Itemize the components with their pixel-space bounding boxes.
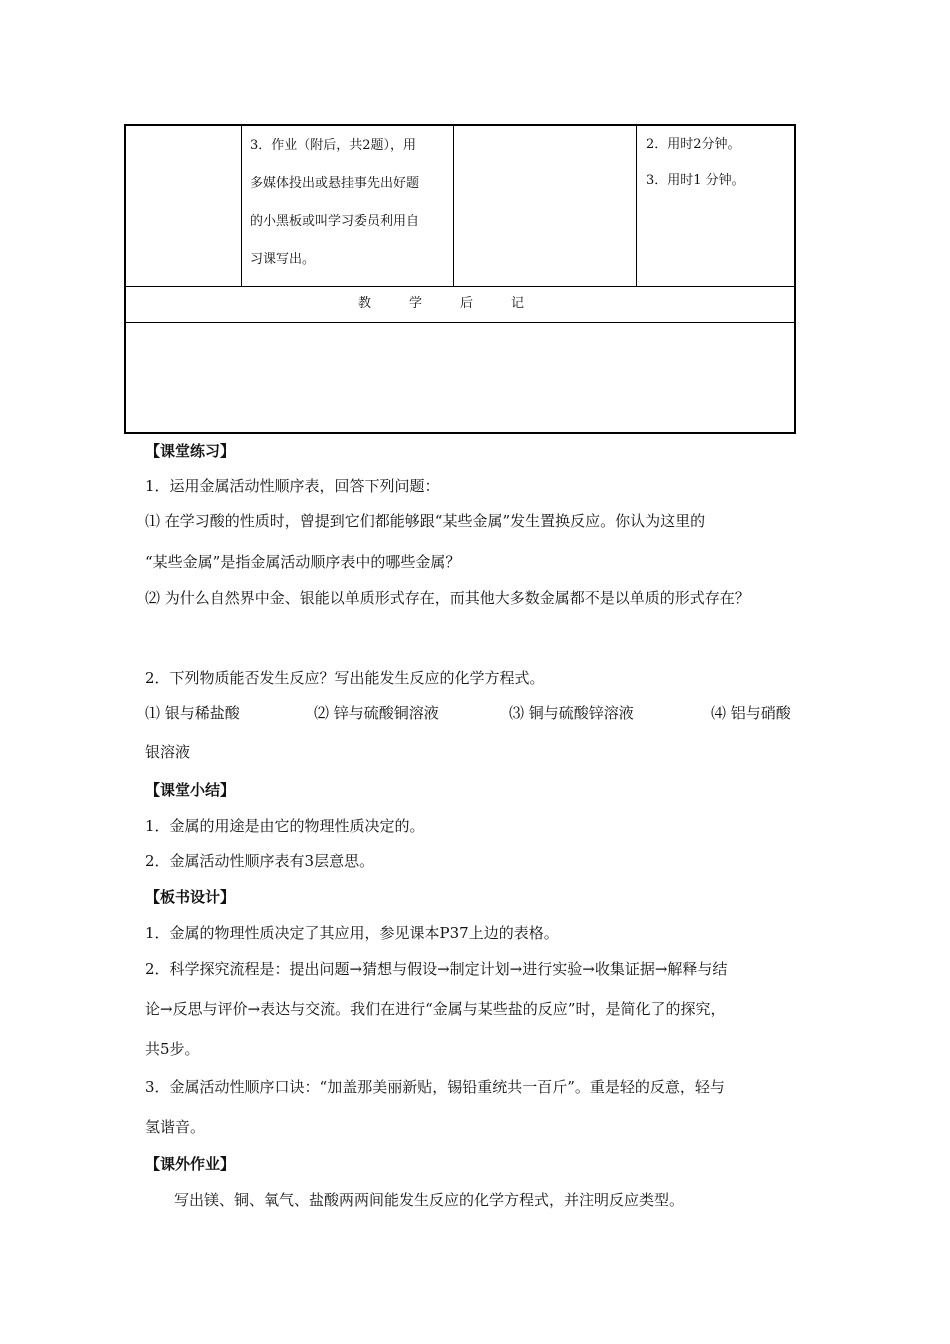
practice-option: ⑴ 银与稀盐酸 — [145, 704, 240, 722]
afterword-title: 教学后记 — [357, 296, 562, 311]
table-divider — [453, 126, 454, 286]
board-heading: 【板书设计】 — [145, 888, 236, 906]
homework-cell — [250, 127, 450, 279]
board-line: 共5步。 — [145, 1040, 200, 1058]
homework-text: 写出镁、铜、氧气、盐酸两两间能发生反应的化学方程式，并注明反应类型。 — [174, 1191, 685, 1209]
practice-q1-1: ⑴ 在学习酸的性质时，曾提到它们都能够跟“某些金属”发生置换反应。你认为这里的 — [145, 512, 706, 530]
board-line: 2．科学探究流程是：提出问题→猜想与假设→制定计划→进行实验→收集证据→解释与结 — [145, 960, 728, 978]
practice-option: ⑵ 锌与硫酸铜溶液 — [314, 704, 439, 722]
cell-line: 的小黑板或叫学习委员利用自 — [250, 214, 420, 229]
summary-heading: 【课堂小结】 — [145, 781, 236, 799]
board-line: 1．金属的物理性质决定了其应用，参见课本P37上边的表格。 — [145, 924, 559, 942]
cell-line: 3．作业（附后，共2题），用 — [250, 138, 417, 153]
cell-line: 多媒体投出或悬挂事先出好题 — [250, 176, 420, 191]
practice-option: ⑷ 铝与硝酸 — [711, 704, 791, 722]
practice-heading: 【课堂练习】 — [145, 442, 236, 460]
table-divider — [636, 126, 637, 286]
time-cell — [646, 127, 796, 199]
summary-item: 2．金属活动性顺序表有3层意思。 — [145, 852, 375, 870]
board-line: 3．金属活动性顺序口诀：“加盖那美丽新贴，锡铅重统共一百斤”。重是轻的反意，轻与 — [145, 1078, 725, 1096]
practice-option-cont: 银溶液 — [145, 743, 191, 761]
practice-q2: 2．下列物质能否发生反应？写出能发生反应的化学方程式。 — [145, 669, 545, 687]
practice-q1-1-cont: “某些金属”是指金属活动顺序表中的哪些金属？ — [145, 553, 461, 571]
lesson-table — [124, 124, 796, 434]
practice-option: ⑶ 铜与硫酸锌溶液 — [509, 704, 634, 722]
practice-q1-2: ⑵ 为什么自然界中金、银能以单质形式存在，而其他大多数金属都不是以单质的形式存在？ — [145, 589, 750, 607]
summary-item: 1．金属的用途是由它的物理性质决定的。 — [145, 817, 425, 835]
board-line: 氢谐音。 — [145, 1118, 206, 1136]
board-line: 论→反思与评价→表达与交流。我们在进行“金属与某些盐的反应”时，是简化了的探究， — [145, 1000, 726, 1018]
cell-line: 2．用时2分钟。 — [646, 137, 741, 152]
cell-line: 习课写出。 — [250, 252, 316, 267]
table-divider — [126, 322, 794, 323]
homework-heading: 【课外作业】 — [145, 1155, 236, 1173]
cell-line: 3．用时1 分钟。 — [646, 173, 745, 188]
practice-q1: 1．运用金属活动性顺序表，回答下列问题： — [145, 477, 440, 495]
table-divider — [241, 126, 242, 286]
